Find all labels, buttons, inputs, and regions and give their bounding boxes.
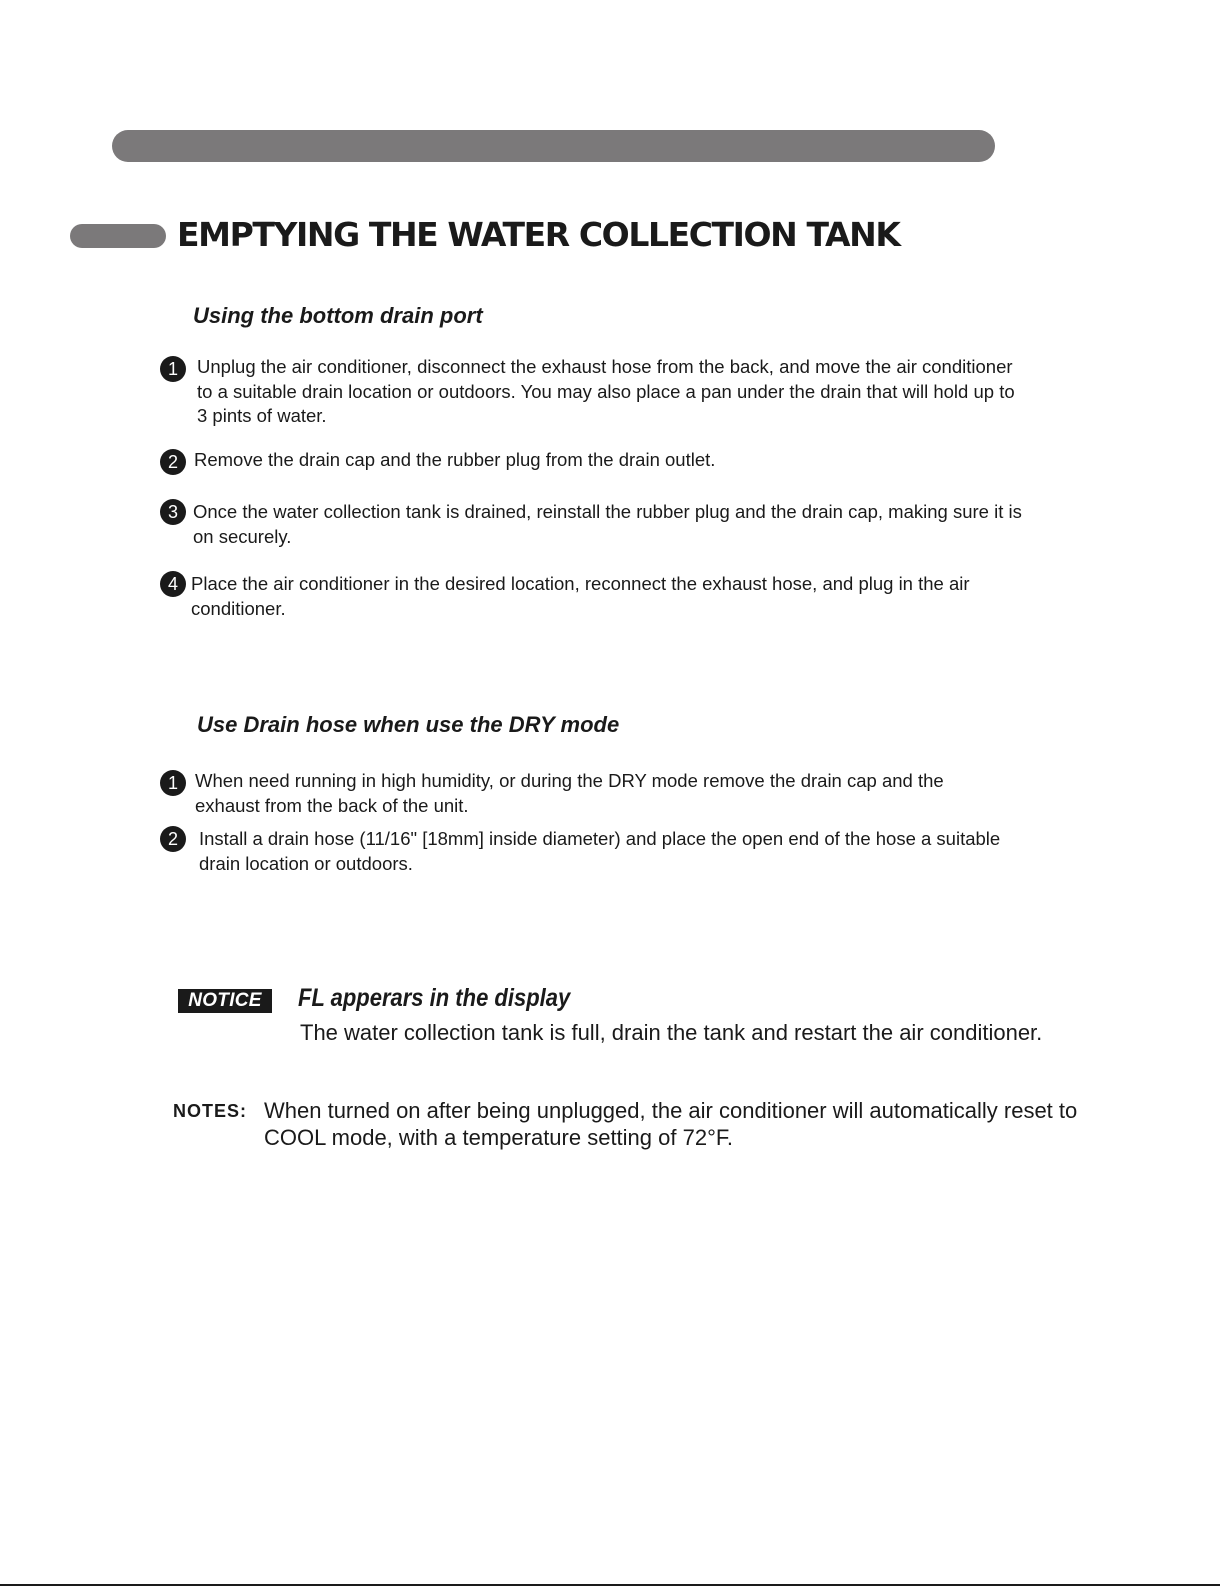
step-text-line: to a suitable drain location or outdoors. You may also place a pan under the drain that will hold up to <box>197 380 1015 402</box>
notice-body: The water collection tank is full, drain the tank and restart the air conditioner. <box>300 1020 1043 1045</box>
step-number-badge: 1 <box>160 356 186 382</box>
notes-body <box>264 1097 1077 1151</box>
step-number-badge: 1 <box>160 770 186 796</box>
page-title: EMPTYING THE WATER COLLECTION TANK <box>177 215 900 254</box>
step-number-badge: 4 <box>160 571 186 597</box>
step-text-line: Install a drain hose (11/16" [18mm] inside diameter) and place the open end of the hose a suitable <box>199 828 1001 849</box>
step-text-line: 3 pints of water. <box>197 405 327 426</box>
step-text-line: Once the water collection tank is drained, reinstall the rubber plug and the drain cap, making sure it is <box>193 501 1022 522</box>
step-text-line: When need running in high humidity, or during the DRY mode remove the drain cap and the <box>195 770 944 791</box>
step-text-line: drain location or outdoors. <box>199 852 413 874</box>
title-marker <box>70 224 166 248</box>
section2-heading: Use Drain hose when use the DRY mode <box>197 712 620 737</box>
notice-badge: NOTICE <box>178 989 272 1013</box>
notes-line: When turned on after being unplugged, the air conditioner will automatically reset to <box>264 1098 1078 1123</box>
step-text-line: conditioner. <box>191 597 286 619</box>
step-text-line: exhaust from the back of the unit. <box>195 794 469 816</box>
step-number-badge: 2 <box>160 826 186 852</box>
step-text-line: Unplug the air conditioner, disconnect the exhaust hose from the back, and move the air conditioner <box>197 356 1013 377</box>
step-text-line: Place the air conditioner in the desired location, reconnect the exhaust hose, and plug in the air <box>191 573 970 594</box>
page-bottom-rule <box>0 1584 1220 1586</box>
notes-line: COOL mode, with a temperature setting of 72°F. <box>264 1125 733 1150</box>
step-text-line: on securely. <box>193 525 292 547</box>
header-bar <box>112 130 995 162</box>
notes-label: NOTES: <box>173 1101 248 1121</box>
step-number-badge: 3 <box>160 499 186 525</box>
step-number-badge: 2 <box>160 449 186 475</box>
notice-title: FL apperars in the display <box>298 984 571 1012</box>
section1-heading: Using the bottom drain port <box>193 303 483 328</box>
step-text-line: Remove the drain cap and the rubber plug from the drain outlet. <box>194 449 716 470</box>
